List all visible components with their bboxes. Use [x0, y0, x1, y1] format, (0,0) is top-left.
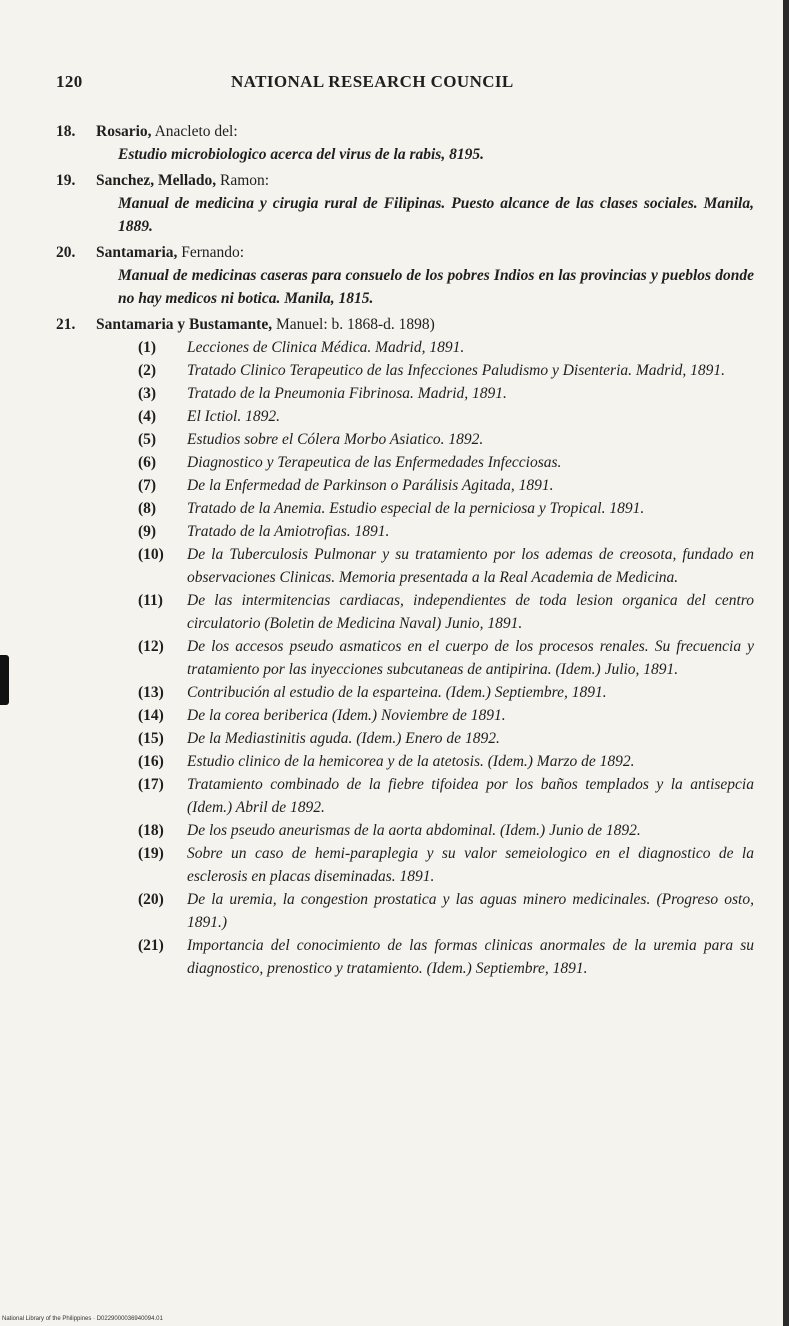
bibliography-entry	[56, 169, 754, 238]
page-binding-edge	[783, 0, 789, 1326]
sub-entry-number: (5)	[138, 431, 157, 448]
work-title: Manual de medicinas caseras para consuelo de los pobres Indios en las provincias y pueblos donde no hay medicos ni botica. Manila, 1815.	[118, 267, 754, 307]
sub-entry	[138, 819, 754, 842]
author-name: Rosario,	[96, 123, 152, 140]
work-title: Estudio microbiologico acerca del virus de la rabis, 8195.	[118, 146, 484, 163]
sub-entry-text: Tratamiento combinado de la fiebre tifoidea por los baños templados y la antisepcia (Idem.) Abril de 1892.	[187, 776, 754, 816]
sub-entry-text: El Ictiol. 1892.	[187, 408, 280, 425]
page-number: 120	[56, 72, 83, 91]
sub-entry-text: De los pseudo aneurismas de la aorta abdominal. (Idem.) Junio de 1892.	[187, 822, 641, 839]
bibliography-entry	[56, 241, 754, 310]
sub-entry	[138, 359, 754, 382]
author-details: Anacleto del:	[154, 123, 238, 140]
sub-entry	[138, 681, 754, 704]
entry-number: 20.	[56, 244, 76, 261]
sub-entry-text: Tratado Clinico Terapeutico de las Infecciones Paludismo y Disenteria. Madrid, 1891.	[187, 362, 726, 379]
sub-entry	[138, 497, 754, 520]
work-title: Manual de medicina y cirugia rural de Filipinas. Puesto alcance de las clases sociales. Manila, 1889.	[118, 195, 754, 235]
sub-entry-text: Lecciones de Clinica Médica. Madrid, 1891.	[187, 339, 465, 356]
entry-number: 21.	[56, 316, 76, 333]
sub-entry-text: De la corea beriberica (Idem.) Noviembre de 1891.	[187, 707, 506, 724]
sub-entry-text: Sobre un caso de hemi-paraplegia y su valor semeiologico en el diagnostico de la esclerosis en placas diseminadas. 1891.	[187, 845, 754, 885]
sub-entry-text: Importancia del conocimiento de las formas clinicas anormales de la uremia para su diagnostico, prenostico y tratamiento. (Idem.) Septiembre, 1891.	[187, 937, 754, 977]
sub-entry-number: (18)	[138, 822, 164, 839]
sub-entry	[138, 405, 754, 428]
sub-entry-text: Tratado de la Anemia. Estudio especial de la perniciosa y Tropical. 1891.	[187, 500, 645, 517]
sub-entry-number: (15)	[138, 730, 164, 747]
sub-entry-number: (8)	[138, 500, 157, 517]
sub-entry	[138, 750, 754, 773]
author-details: Manuel: b. 1868-d. 1898)	[275, 316, 435, 333]
sub-entry	[138, 451, 754, 474]
sub-entry	[138, 888, 754, 934]
sub-entry-number: (4)	[138, 408, 157, 425]
entry-heading	[56, 120, 754, 143]
sub-entry	[138, 382, 754, 405]
sub-entry-number: (11)	[138, 592, 163, 609]
running-title: NATIONAL RESEARCH COUNCIL	[231, 72, 514, 91]
sub-entry	[138, 520, 754, 543]
entry-heading	[56, 169, 754, 192]
sub-entry-text: Contribución al estudio de la esparteina. (Idem.) Septiembre, 1891.	[187, 684, 607, 701]
scan-margin-mark	[0, 655, 9, 705]
author-name: Santamaria,	[96, 244, 178, 261]
sub-entry	[138, 589, 754, 635]
sub-entry-text: Estudios sobre el Cólera Morbo Asiatico. 1892.	[187, 431, 484, 448]
sub-entry-text: De la Tuberculosis Pulmonar y su tratamiento por los ademas de creosota, fundado en observaciones Clinicas. Memoria presentada a la Real Academia de Medicina.	[187, 546, 754, 586]
sub-entry	[138, 704, 754, 727]
entry-heading	[56, 313, 754, 336]
sub-entry	[138, 428, 754, 451]
sub-entry	[138, 336, 754, 359]
author-details: Ramon:	[220, 172, 270, 189]
sub-entry	[138, 727, 754, 750]
sub-entry-number: (3)	[138, 385, 157, 402]
sub-entry	[138, 635, 754, 681]
sub-entry-number: (12)	[138, 638, 164, 655]
sub-entry-number: (9)	[138, 523, 157, 540]
sub-entry	[138, 934, 754, 980]
sub-entry-number: (7)	[138, 477, 157, 494]
sub-entry-number: (19)	[138, 845, 164, 862]
sub-entry-number: (14)	[138, 707, 164, 724]
author-name: Santamaria y Bustamante,	[96, 316, 273, 333]
sub-entry-text: De las intermitencias cardiacas, independientes de toda lesion organica del centro circulatorio (Boletin de Medicina Naval) Junio, 1891.	[187, 592, 754, 632]
sub-entry-number: (16)	[138, 753, 164, 770]
sub-entry-number: (2)	[138, 362, 157, 379]
bibliography-list	[56, 120, 754, 983]
sub-entry-number: (13)	[138, 684, 164, 701]
sub-entry-text: Estudio clinico de la hemicorea y de la atetosis. (Idem.) Marzo de 1892.	[187, 753, 635, 770]
sub-entry-number: (10)	[138, 546, 164, 563]
sub-entry-number: (21)	[138, 937, 164, 954]
sub-entry	[138, 773, 754, 819]
sub-entry	[138, 543, 754, 589]
sub-entry	[138, 842, 754, 888]
sub-entry-text: Tratado de la Pneumonia Fibrinosa. Madrid, 1891.	[187, 385, 507, 402]
bibliography-entry	[56, 120, 754, 166]
page-header	[56, 72, 756, 100]
entry-heading	[56, 241, 754, 264]
sub-entry-number: (6)	[138, 454, 157, 471]
sub-entry-text: Tratado de la Amiotrofias. 1891.	[187, 523, 390, 540]
author-details: Fernando:	[181, 244, 245, 261]
sub-entry-text: De la Enfermedad de Parkinson o Parálisis Agitada, 1891.	[187, 477, 554, 494]
sub-entry-number: (1)	[138, 339, 157, 356]
author-name: Sanchez, Mellado,	[96, 172, 217, 189]
entry-number: 18.	[56, 123, 76, 140]
entry-number: 19.	[56, 172, 76, 189]
sub-entry-text: De los accesos pseudo asmaticos en el cuerpo de los procesos renales. Su frecuencia y tratamiento por las inyecciones subcutaneas de antipirina. (Idem.) Julio, 1891.	[187, 638, 754, 678]
scan-footer: National Library of the Philippines · D0229000036940094.01	[2, 1316, 163, 1322]
sub-entry	[138, 474, 754, 497]
sub-entry-text: De la uremia, la congestion prostatica y las aguas minero medicinales. (Progreso osto, 1891.)	[187, 891, 754, 931]
bibliography-entry	[56, 313, 754, 980]
sub-entry-number: (20)	[138, 891, 164, 908]
sub-entry-text: De la Mediastinitis aguda. (Idem.) Enero de 1892.	[187, 730, 500, 747]
sub-entry-number: (17)	[138, 776, 164, 793]
sub-entry-text: Diagnostico y Terapeutica de las Enfermedades Infecciosas.	[187, 454, 562, 471]
